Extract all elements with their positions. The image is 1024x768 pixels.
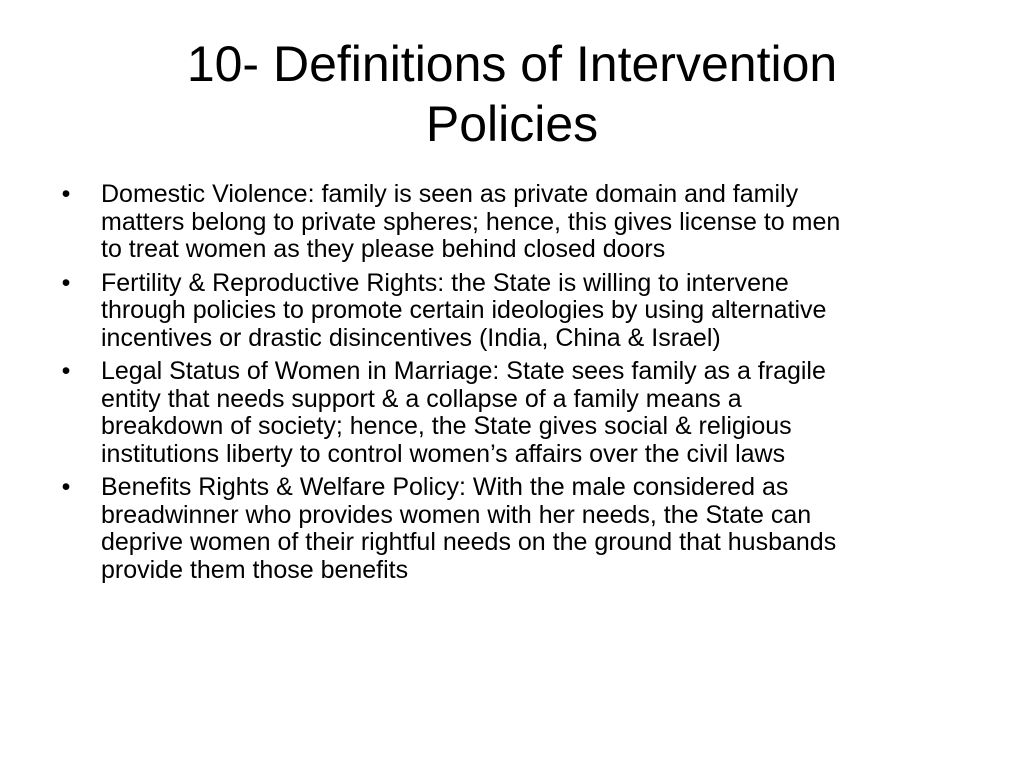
bullet-line: deprive women of their rightful needs on the ground that husbands [101,528,837,556]
bullet-line: through policies to promote certain ideologies by using alternative [101,296,827,324]
bullet-line: incentives or drastic disincentives (India, China & Israel) [101,323,721,352]
bullet-line: Legal Status of Women in Marriage: State sees family as a fragile [101,357,826,385]
bullet-list [56,181,956,590]
bullet-item-legal-status [56,358,956,468]
bullet-icon: • [61,357,71,385]
bullet-line: Domestic Violence: family is seen as private domain and family [101,180,799,208]
bullet-line: provide them those benefits [101,555,409,584]
bullet-line: Benefits Rights & Welfare Policy: With the male considered as [101,473,789,501]
bullet-line: institutions liberty to control women’s affairs over the civil laws [101,439,786,468]
bullet-line: matters belong to private spheres; hence, this gives license to men [101,207,841,236]
bullet-icon: • [61,473,71,501]
slide-title [60,34,964,154]
bullet-line: breadwinner who provides women with her needs, the State can [101,500,812,529]
bullet-item-fertility-rights [56,270,956,353]
bullet-line: entity that needs support & a collapse of a family means a [101,384,742,413]
bullet-icon: • [61,180,71,208]
bullet-icon: • [61,268,71,297]
bullet-line: breakdown of society; hence, the State gives social & religious [101,412,792,440]
slide-title-line: Policies [425,96,599,152]
bullet-line: to treat women as they please behind closed doors [101,235,666,263]
bullet-line: Fertility & Reproductive Rights: the State is willing to intervene [101,268,789,297]
slide-title-line: 10- Definitions of Intervention [186,36,838,92]
bullet-item-welfare-policy [56,474,956,584]
bullet-item-domestic-violence [56,181,956,264]
